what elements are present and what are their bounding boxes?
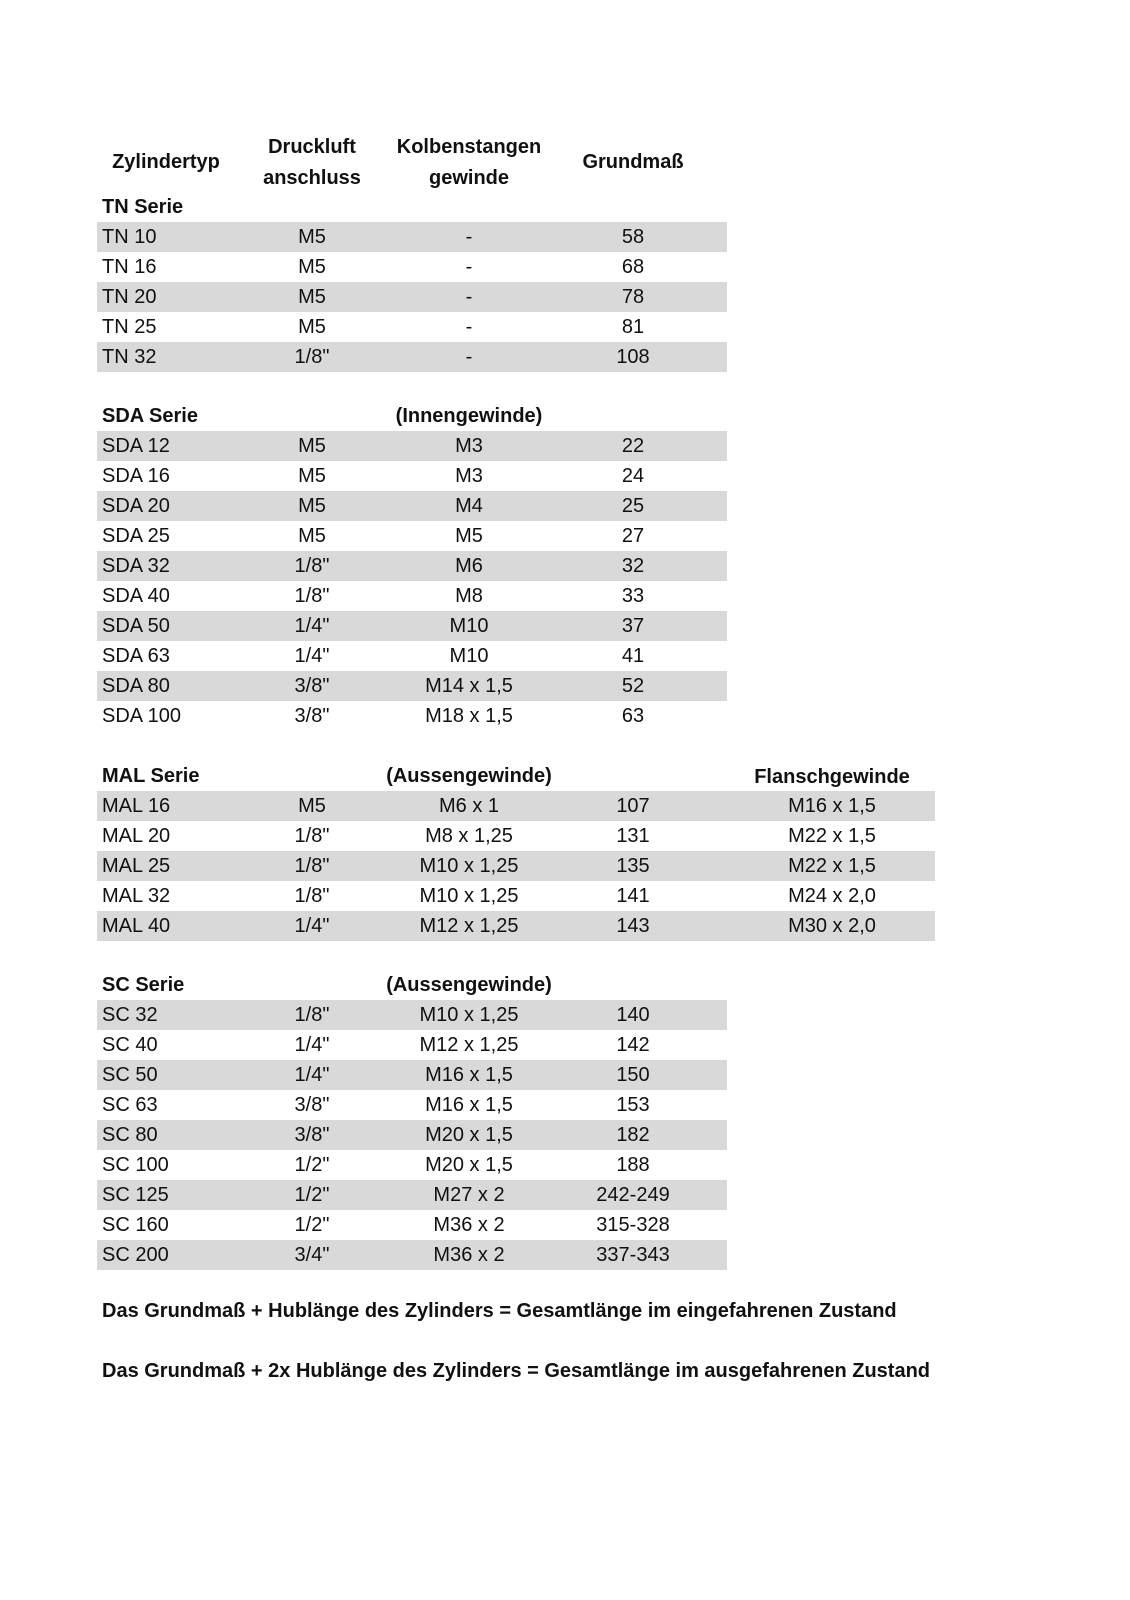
- table-row: [97, 641, 727, 671]
- cell-type: TN 32: [102, 346, 157, 368]
- cell-base: 24: [621, 465, 645, 487]
- table-row: [97, 701, 727, 731]
- cell-thread: M20 x 1,5: [425, 1154, 513, 1176]
- cell-thread: M16 x 1,5: [425, 1064, 513, 1086]
- cell-air: 1/4": [294, 645, 330, 667]
- cell-base: 131: [616, 825, 650, 847]
- cell-base: 68: [621, 256, 645, 278]
- cell-air: 1/8": [294, 855, 330, 877]
- table-row: [97, 911, 935, 941]
- cell-air: 1/8": [294, 825, 330, 847]
- table-row: [97, 1090, 727, 1120]
- table-row: [97, 821, 935, 851]
- cell-thread: M36 x 2: [433, 1244, 505, 1266]
- cell-base: 107: [616, 795, 650, 817]
- table-row: [97, 1120, 727, 1150]
- table-row: [97, 1180, 727, 1210]
- cell-flange: M22 x 1,5: [788, 855, 876, 877]
- cell-base: 81: [621, 316, 645, 338]
- cell-thread: M12 x 1,25: [419, 915, 519, 937]
- cell-type: SC 63: [102, 1094, 158, 1116]
- cell-air: M5: [298, 465, 326, 487]
- table-row: [97, 491, 727, 521]
- cell-type: TN 25: [102, 316, 157, 338]
- cell-base: 182: [616, 1124, 650, 1146]
- cell-base: 140: [616, 1004, 650, 1026]
- table-row: [97, 551, 727, 581]
- cell-type: SC 160: [102, 1214, 169, 1236]
- header-kolbenstangen-line2: gewinde: [428, 167, 509, 189]
- cell-thread: M3: [455, 435, 483, 457]
- table-row: [97, 461, 727, 491]
- cell-air: 1/4": [294, 1064, 330, 1086]
- cell-air: 1/4": [294, 615, 330, 637]
- cell-base: 108: [616, 346, 650, 368]
- cell-base: 58: [621, 226, 645, 248]
- cell-air: M5: [298, 226, 326, 248]
- table-row: [97, 881, 935, 911]
- cell-type: SDA 25: [102, 525, 170, 547]
- cell-flange: M24 x 2,0: [788, 885, 876, 907]
- cell-thread: M10: [449, 645, 489, 667]
- cell-type: SDA 80: [102, 675, 170, 697]
- cell-air: M5: [298, 286, 326, 308]
- header-kolbenstangen: [375, 132, 563, 194]
- cell-air: 3/8": [294, 1094, 330, 1116]
- cell-type: SDA 100: [102, 705, 181, 727]
- cell-air: M5: [298, 316, 326, 338]
- cell-thread: M8 x 1,25: [425, 825, 513, 847]
- cell-base: 27: [621, 525, 645, 547]
- cell-thread: M12 x 1,25: [419, 1034, 519, 1056]
- cell-air: 1/4": [294, 915, 330, 937]
- cell-type: SDA 20: [102, 495, 170, 517]
- section-note-sc: (Aussengewinde): [386, 974, 552, 996]
- section-note-sda: (Innengewinde): [395, 405, 543, 427]
- cell-type: MAL 25: [102, 855, 171, 877]
- table-row: [97, 312, 727, 342]
- section-title-sda: SDA Serie: [102, 405, 198, 427]
- cell-base: 142: [616, 1034, 650, 1056]
- cell-type: TN 10: [102, 226, 157, 248]
- table-row: [97, 581, 727, 611]
- cell-flange: M22 x 1,5: [788, 825, 876, 847]
- cell-flange: M30 x 2,0: [788, 915, 876, 937]
- cell-thread: -: [465, 256, 473, 278]
- cell-thread: -: [465, 286, 473, 308]
- section-title-tn: TN Serie: [102, 196, 184, 218]
- cell-type: MAL 16: [102, 795, 171, 817]
- section-title-mal: MAL Serie: [102, 765, 200, 787]
- cell-base: 143: [616, 915, 650, 937]
- cell-thread: M3: [455, 465, 483, 487]
- cell-thread: M20 x 1,5: [425, 1124, 513, 1146]
- cell-air: 1/8": [294, 346, 330, 368]
- cell-air: 3/8": [294, 675, 330, 697]
- cell-type: SC 200: [102, 1244, 169, 1266]
- cell-base: 141: [616, 885, 650, 907]
- table-row: [97, 282, 727, 312]
- cell-thread: M6 x 1: [438, 795, 500, 817]
- cell-type: TN 20: [102, 286, 157, 308]
- cell-base: 188: [616, 1154, 650, 1176]
- cell-base: 153: [616, 1094, 650, 1116]
- table-row: [97, 431, 727, 461]
- cell-type: MAL 40: [102, 915, 171, 937]
- section-note-mal: (Aussengewinde): [386, 765, 552, 787]
- cell-thread: M5: [455, 525, 483, 547]
- footer-note-extended: Das Grundmaß + 2x Hublänge des Zylinders = Gesamtlänge im ausgefahrenen Zustand: [102, 1360, 931, 1382]
- table-row: [97, 1030, 727, 1060]
- cell-type: SDA 50: [102, 615, 170, 637]
- cell-base: 22: [621, 435, 645, 457]
- cell-thread: M4: [455, 495, 483, 517]
- cell-air: M5: [298, 495, 326, 517]
- cell-thread: M27 x 2: [433, 1184, 505, 1206]
- cell-base: 37: [621, 615, 645, 637]
- cell-flange: M16 x 1,5: [788, 795, 876, 817]
- header-kolbenstangen-line1: Kolbenstangen: [396, 136, 542, 158]
- section-title-sc: SC Serie: [102, 974, 185, 996]
- cell-air: 3/8": [294, 705, 330, 727]
- cell-thread: M14 x 1,5: [425, 675, 513, 697]
- cell-base: 32: [621, 555, 645, 577]
- cell-thread: M10: [449, 615, 489, 637]
- table-row: [97, 851, 935, 881]
- cell-type: SDA 16: [102, 465, 170, 487]
- cell-thread: M10 x 1,25: [419, 855, 519, 877]
- cell-thread: -: [465, 346, 473, 368]
- header-druckluft-line1: Druckluft: [268, 136, 356, 158]
- cell-type: TN 16: [102, 256, 157, 278]
- cell-base: 52: [621, 675, 645, 697]
- table-row: [97, 671, 727, 701]
- cell-thread: M36 x 2: [433, 1214, 505, 1236]
- cell-type: SDA 40: [102, 585, 170, 607]
- cell-base: 41: [621, 645, 645, 667]
- cell-base: 63: [621, 705, 645, 727]
- table-row: [97, 342, 727, 372]
- header-druckluft: [247, 132, 377, 194]
- cell-thread: -: [465, 316, 473, 338]
- cell-air: 1/8": [294, 885, 330, 907]
- cell-air: M5: [298, 256, 326, 278]
- header-flanschgewinde: Flanschgewinde: [754, 766, 910, 788]
- cell-base: 150: [616, 1064, 650, 1086]
- cell-base: 242-249: [596, 1184, 670, 1206]
- cell-type: SDA 32: [102, 555, 170, 577]
- cell-type: SC 80: [102, 1124, 158, 1146]
- table-row: [97, 521, 727, 551]
- cell-air: 1/8": [294, 1004, 330, 1026]
- cell-air: 1/8": [294, 585, 330, 607]
- table-row: [97, 1060, 727, 1090]
- cell-type: MAL 32: [102, 885, 171, 907]
- table-row: [97, 1210, 727, 1240]
- table-row: [97, 1240, 727, 1270]
- cell-thread: M8: [455, 585, 483, 607]
- cell-air: 1/4": [294, 1034, 330, 1056]
- table-row: [97, 1150, 727, 1180]
- cell-air: M5: [298, 795, 326, 817]
- cell-type: SC 50: [102, 1064, 158, 1086]
- cell-thread: M6: [455, 555, 483, 577]
- cell-air: 1/2": [294, 1154, 330, 1176]
- cell-type: SC 100: [102, 1154, 169, 1176]
- table-row: [97, 611, 727, 641]
- cell-type: SC 125: [102, 1184, 169, 1206]
- cell-base: 33: [621, 585, 645, 607]
- cell-type: MAL 20: [102, 825, 171, 847]
- cell-type: SC 40: [102, 1034, 158, 1056]
- header-zylindertyp: Zylindertyp: [112, 151, 220, 173]
- cell-base: 315-328: [596, 1214, 670, 1236]
- cell-type: SC 32: [102, 1004, 158, 1026]
- cell-thread: M10 x 1,25: [419, 1004, 519, 1026]
- cell-type: SDA 63: [102, 645, 170, 667]
- header-grundmass: Grundmaß: [582, 151, 684, 173]
- cell-air: M5: [298, 525, 326, 547]
- cell-thread: M18 x 1,5: [425, 705, 513, 727]
- cell-base: 25: [621, 495, 645, 517]
- table-row: [97, 791, 935, 821]
- cell-thread: -: [465, 226, 473, 248]
- cell-base: 135: [616, 855, 650, 877]
- cell-air: 3/4": [294, 1244, 330, 1266]
- cell-type: SDA 12: [102, 435, 170, 457]
- cell-air: 1/2": [294, 1184, 330, 1206]
- footer-note-retracted: Das Grundmaß + Hublänge des Zylinders = Gesamtlänge im eingefahrenen Zustand: [102, 1300, 897, 1322]
- cell-air: 1/2": [294, 1214, 330, 1236]
- table-row: [97, 222, 727, 252]
- header-druckluft-line2: anschluss: [263, 167, 361, 189]
- cell-base: 337-343: [596, 1244, 670, 1266]
- table-row: [97, 1000, 727, 1030]
- cell-thread: M16 x 1,5: [425, 1094, 513, 1116]
- cell-air: 3/8": [294, 1124, 330, 1146]
- cell-thread: M10 x 1,25: [419, 885, 519, 907]
- table-row: [97, 252, 727, 282]
- cell-air: M5: [298, 435, 326, 457]
- cell-air: 1/8": [294, 555, 330, 577]
- cell-base: 78: [621, 286, 645, 308]
